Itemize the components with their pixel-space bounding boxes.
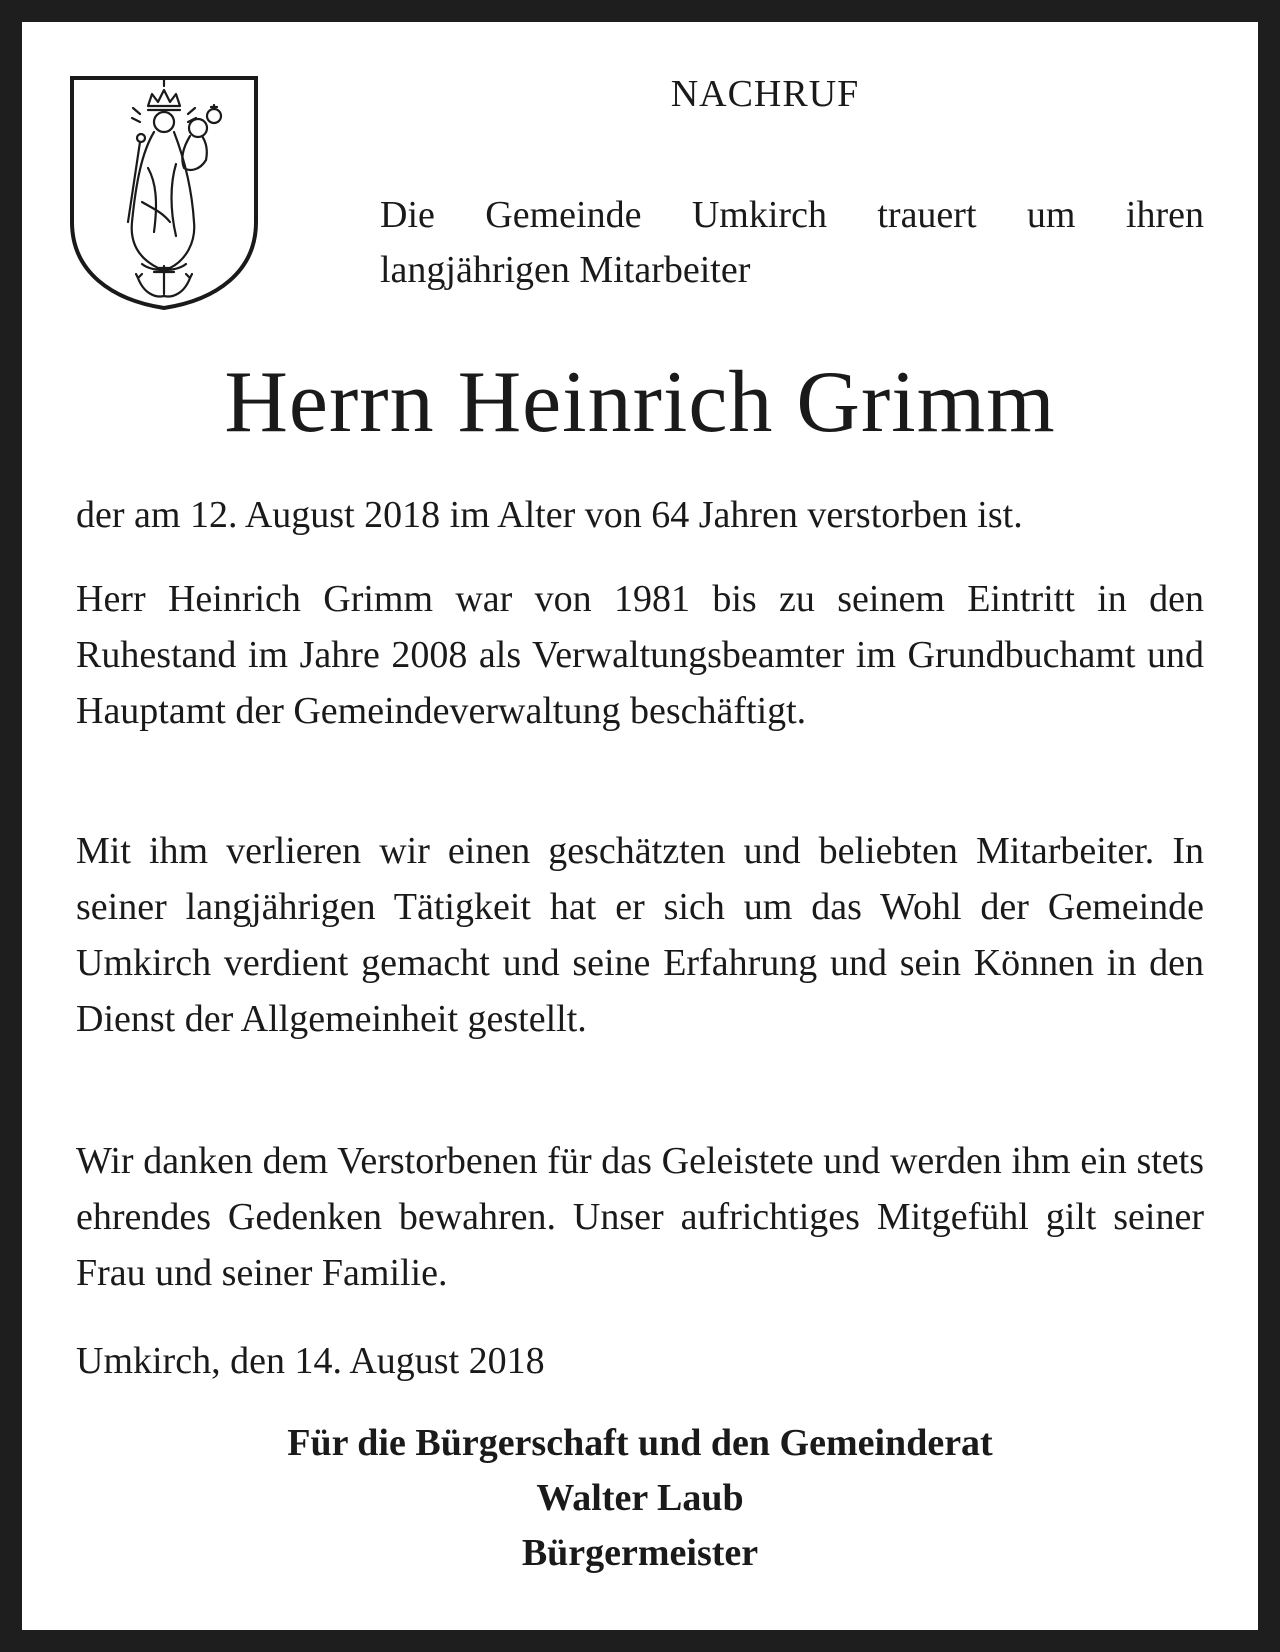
place-date: Umkirch, den 14. August 2018 [76,1340,545,1382]
career-paragraph: Herr Heinrich Grimm war von 1981 bis zu seinem Eintritt in den Ruhestand im Jahre 2008 als Verwaltungsbeamter im Grundbuchamt und Hauptamt der Gemeindeverwaltung beschäftigt. [76,578,1204,732]
thanks-paragraph: Wir danken dem Verstorbenen für das Geleistete und werden ihm ein stets ehrendes Gedenken bewahren. Unser aufrichtiges Mitgefühl gilt seiner Frau und seiner Familie. [76,1140,1204,1294]
deceased-name: Herrn Heinrich Grimm [224,354,1056,451]
tribute-paragraph: Mit ihm verlieren wir einen geschätzten und beliebten Mitarbeiter. In seiner langjährigen Tätigkeit hat er sich um das Wohl der Gemeinde Umkirch verdient gemacht und seine Erfahrung und sein Können in den Dienst der Allgemeinheit gestellt. [76,830,1204,1040]
signatory-name: Walter Laub [536,1477,744,1519]
intro-line-1: Die Gemeinde Umkirch trauert um ihren [380,194,1204,236]
signature-block [40,1416,1240,1581]
signatory-title: Bürgermeister [521,1532,759,1574]
notice-heading: NACHRUF [670,73,860,115]
death-date-line: der am 12. August 2018 im Alter von 64 Jahren verstorben ist. [76,494,1023,536]
coat-of-arms-icon [66,72,266,316]
signature-organisation: Für die Bürgerschaft und den Gemeinderat [287,1422,993,1464]
intro-line-2: langjährigen Mitarbeiter [380,249,751,291]
intro-text [380,188,1204,298]
